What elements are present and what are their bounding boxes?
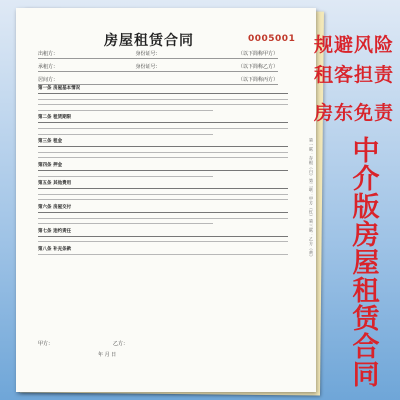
section-heading: 第六条 房屋交付 (38, 204, 72, 210)
section-heading: 第七条 违约责任 (38, 228, 72, 234)
promo-tag: 租客担责 (313, 64, 394, 86)
promo-tag: 规避风险 (313, 34, 394, 56)
party-header (38, 50, 278, 89)
section-heading: 第二条 租赁期限 (38, 115, 72, 121)
signature-area (38, 340, 288, 362)
headline-char: 赁 (352, 304, 380, 335)
section-heading: 第三条 租金 (38, 139, 63, 145)
party-row: 居间方： （以下简称丙方） (38, 77, 278, 83)
document-number: 0005001 (248, 34, 296, 44)
document-title: 房屋租赁合同 (104, 33, 194, 49)
headline-char: 合 (352, 332, 380, 363)
section-heading: 第五条 其他费用 (38, 181, 72, 187)
section-heading: 第四条 押金 (38, 162, 63, 168)
vertical-headline: 中 介 版 房 屋 租 赁 合 同 (340, 138, 392, 390)
party-b-signature: 乙方： (113, 341, 129, 347)
sign-date: 年 月 日 (98, 352, 117, 358)
section-heading: 第八条 补充条款 (38, 246, 72, 252)
headline-char: 同 (352, 360, 380, 391)
promo-tag: 房东免责 (313, 102, 394, 124)
contract-body (38, 86, 288, 259)
party-a-signature: 甲方： (38, 341, 54, 347)
section-heading: 第一条 房屋基本情况 (38, 86, 81, 91)
contract-sheet (16, 8, 316, 392)
copy-note: 第一联：存根（白）第二联：甲方（红）第三联：乙方（黄） (309, 138, 314, 260)
party-row: 出租方： 身份证号： （以下简称甲方） (38, 51, 278, 57)
party-row: 承租方： 身份证号： （以下简称乙方） (38, 64, 278, 70)
